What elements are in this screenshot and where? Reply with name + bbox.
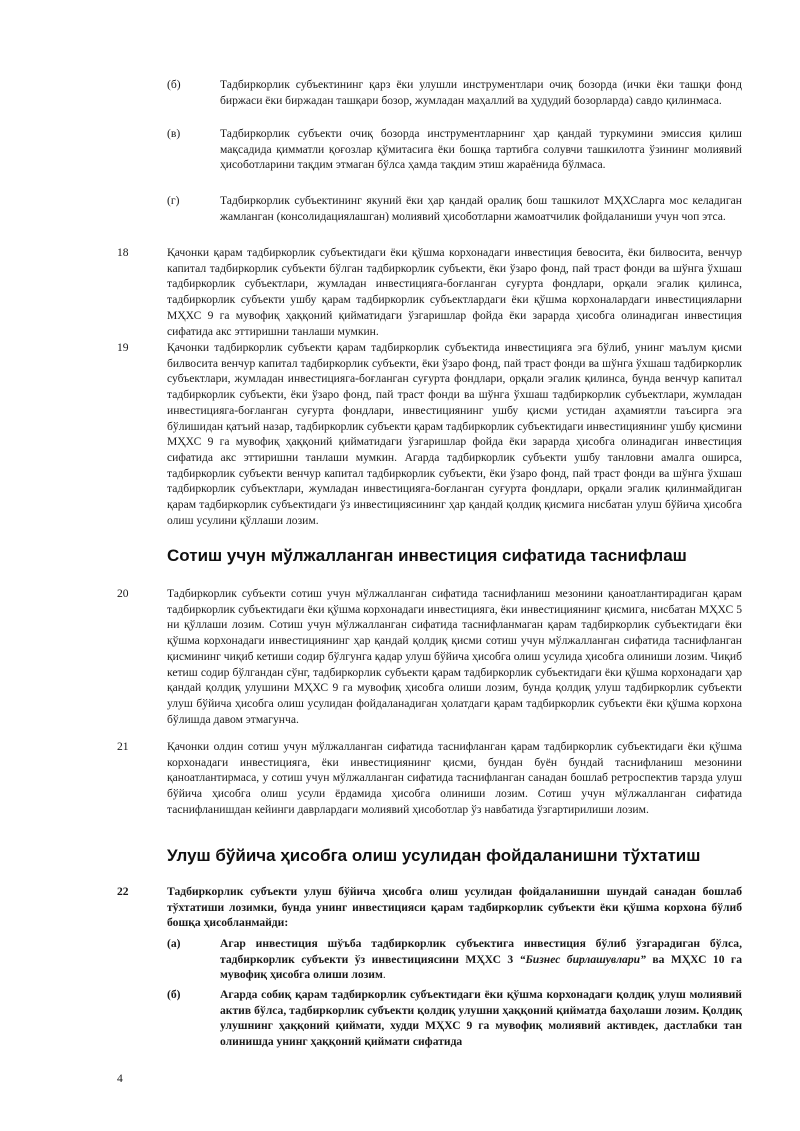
subitem-text: Тадбиркорлик субъекти очиқ бозорда инструментларнинг ҳар қандай туркумини эмиссия қилиш мақсадида қимматли қоғозлар қўмитасига ёки бошқа тартибга солувчи ташкилотга ўзининг молиявий ҳисоботларини тақдим этмаган бўлса ҳамда тақдим этиш жараёнида бўлмаса. <box>220 127 742 172</box>
subitem-text-after: ва МҲХС 10 га мувофиқ ҳисобга олиши лозим <box>220 952 742 982</box>
subitem-period: . <box>382 968 386 982</box>
paragraph-19 <box>117 340 742 528</box>
paragraph-text: Қачонки тадбиркорлик субъекти қарам тадбиркорлик субъектида инвестицияга эга бўлиб, унинг маълум қисми билвосита венчур капитал тадбиркорлик субъекти, ёки ўзаро фонд, пай траст фонди ва шўнга ўхшаш тадбиркорлик субъектлари, жумладан инвестицияга-боғланган суғурта фондлари, орқали эгалик қилинса, бунда венчур капитал тадбиркорлик субъекти, ёки ўзаро фонд, пай траст фонди ва шўнга ўхшаш тадбиркорлик субъектлари, жумладан инвестицияга-боғланган суғурта фондлари, инвестициянинг ушбу қисми устидан аҳамиятли таъсирга эга бўлишидан қатъий назар, тадбиркорлик субъекти қарам тадбиркорлик субъектидаги инвестициянинг ушбу қисмини МҲХС 9 га мувофиқ ҳаққоний қийматидаги ўзгаришлар фойда ёки зарарда ҳисобга олинадиган инвестиция сифатида акс эттиришни танлаши мумкин. Агарда тадбиркорлик субъекти ушбу танловни амалга оширса, тадбиркорлик субъекти венчур капитал тадбиркорлик субъекти, ёки ўзаро фонд, пай траст фонди ва шўнга ўхшаш тадбиркорлик субъектлари, жумладан инвестицияга-боғланган суғурта фондлари, орқали эгалик қилинмайдиган қарам тадбиркорлик субъектидаги ўз инвестициясининг ҳар қандай қолдиқ қисмига нисбатан улуш бўйича ҳисобга олиш усулини қўллаши лозим. <box>167 341 742 527</box>
paragraph-number: 19 <box>117 341 129 354</box>
paragraph-text: Тадбиркорлик субъекти сотиш учун мўлжалланган сифатида таснифланиш мезонини қаноатлантирадиган қарам тадбиркорлик субъектидаги ёки қўшма корхонадаги инвестицияга, ёки инвестициянинг қисмига, нисбатан МҲХС 5 ни қўллаши лозим. Сотиш учун мўлжалланган сифатида таснифланмаган қарам тадбиркорлик субъектидаги ёки қўшма корхонадаги инвестициянинг ҳар қандай қолдиқ қисми сотиш учун мўлжалланган сифатида таснифланган қисмининг чиқиб кетиши содир бўлгунга қадар улуш бўйича ҳисобга олиш усулида ҳисобга олиниши лозим. Чиқиб кетиш содир бўлгандан сўнг, тадбиркорлик субъекти қарам тадбиркорлик субъектидаги ёки қўшма корхонадаги ҳар қандай қолдиқ улушини МҲХС 9 га мувофиқ ҳисобга олиши лозим, бунда қолдиқ улуш тадбиркорлик субъекти улуш бўйича ҳисобга олиш усулидан фойдаланадиган ҳолатдаги қарам тадбиркорлик субъекти ёки қўшма корхона бўлишда давом этмагунча. <box>167 587 742 726</box>
paragraph-text: Тадбиркорлик субъекти улуш бўйича ҳисобга олиш усулидан фойдаланишни шундай санадан бошлаб тўхтатиши лозимки, бунда унинг инвестицияси қарам тадбиркорлик субъекти ёки қўшма корхона бўлиб бошқа ҳисобланмайди: <box>167 885 742 930</box>
paragraph-text: Қачонки олдин сотиш учун мўлжалланган сифатида таснифланган қарам тадбиркорлик субъектидаги ёки қўшма корхонадаги инвестицияга, ёки инвестициянинг қисми, бундан буён бундай таснифланиш мезонини қаноатлантирмаса, у сотиш учун мўлжалланган сифатида таснифланган санадан бошлаб ретроспектив тарзда улуш бўйича ҳисобга олиш усули ёрдамида ҳисобга олиниши лозим. Сотиш учун мўлжалланган сифатида таснифланишдан кейинги даврлардаги молиявий ҳисоботлар ўз навбатида ўзгартирилиши лозим. <box>167 740 742 816</box>
subitem-label: (б) <box>167 988 181 1001</box>
subitem-text: Тадбиркорлик субъектининг якуний ёки ҳар қандай оралиқ бош ташкилот МҲХСларга мос келадиган жамланган (консолидациялашган) молиявий ҳисоботларни жамоатчилик фойдаланиши учун чоп этса. <box>220 194 742 223</box>
paragraph-21 <box>117 739 742 818</box>
subitem-b <box>167 77 742 108</box>
subitem-label: (в) <box>167 127 181 140</box>
paragraph-number: 20 <box>117 587 129 600</box>
subitem-text-before: Агар инвестиция шўъба тадбиркорлик субъектига инвестиция бўлиб ўзгарадиган бўлса, тадбиркорлик субъекти ўз инвестициясини МҲХС 3 <box>220 937 742 966</box>
paragraph-20 <box>117 586 742 727</box>
subitem-label: (а) <box>167 937 181 950</box>
subitem-label: (б) <box>167 78 181 91</box>
page-number: 4 <box>117 1072 123 1085</box>
subitem-text <box>220 936 742 983</box>
section-heading: Сотиш учун мўлжалланган инвестиция сифатида таснифлаш <box>167 546 687 565</box>
subitem-g <box>167 193 742 224</box>
subitem-label: (г) <box>167 194 180 207</box>
paragraph-22 <box>117 884 742 931</box>
paragraph-text: Қачонки қарам тадбиркорлик субъектидаги ёки қўшма корхонадаги инвестиция бевосита, ёки билвосита, венчур капитал тадбиркорлик субъекти бўлган тадбиркорлик субъекти, ёки ўзаро фонд, пай траст фонди ва шўнга ўхшаш тадбиркорлик субъектлари, жумладан инвестицияга-боғланган суғурта фондлари, орқали эгалик қилинса, тадбиркорлик субъекти ушбу қарам тадбиркорлик субъектлардаги ёки қўшма корхоналардаги инвестицияларни МҲХС 9 га мувофиқ ҳаққоний қийматидаги ўзгаришлар фойда ёки зарарда ҳисобга олинадиган инвестиция сифатида акс эттиришни танлаши мумкин. <box>167 246 742 338</box>
section-heading: Улуш бўйича ҳисобга олиш усулидан фойдаланишни тўхтатиш <box>167 846 701 865</box>
subitem-v <box>167 126 742 173</box>
standard-title: “Бизнес бирлашувлари” <box>519 952 646 966</box>
subitem-text: Тадбиркорлик субъектининг қарз ёки улушли инструментлари очиқ бозорда (ички ёки ташқи фонд биржаси ёки биржадан ташқари бозор, жумладан маҳаллий ва ҳудудий бозорларда) савдо қилинмаса. <box>220 78 742 107</box>
subitem-22a <box>167 936 742 983</box>
paragraph-number: 22 <box>117 885 129 898</box>
paragraph-number: 18 <box>117 246 129 259</box>
subitem-22b <box>167 987 742 1050</box>
paragraph-number: 21 <box>117 740 129 753</box>
subitem-text: Агарда собиқ қарам тадбиркорлик субъектидаги ёки қўшма корхонадаги қолдиқ улуш молиявий актив бўлса, тадбиркорлик субъекти қолдиқ улушни ҳаққоний қийматда баҳолаши лозим. Қолдиқ улушнинг ҳаққоний қиймати, худди МҲХС 9 га мувофиқ молиявий активдек, дастлабки тан олинишда унинг ҳаққоний қиймати сифатида <box>220 988 742 1049</box>
paragraph-18 <box>117 245 742 339</box>
